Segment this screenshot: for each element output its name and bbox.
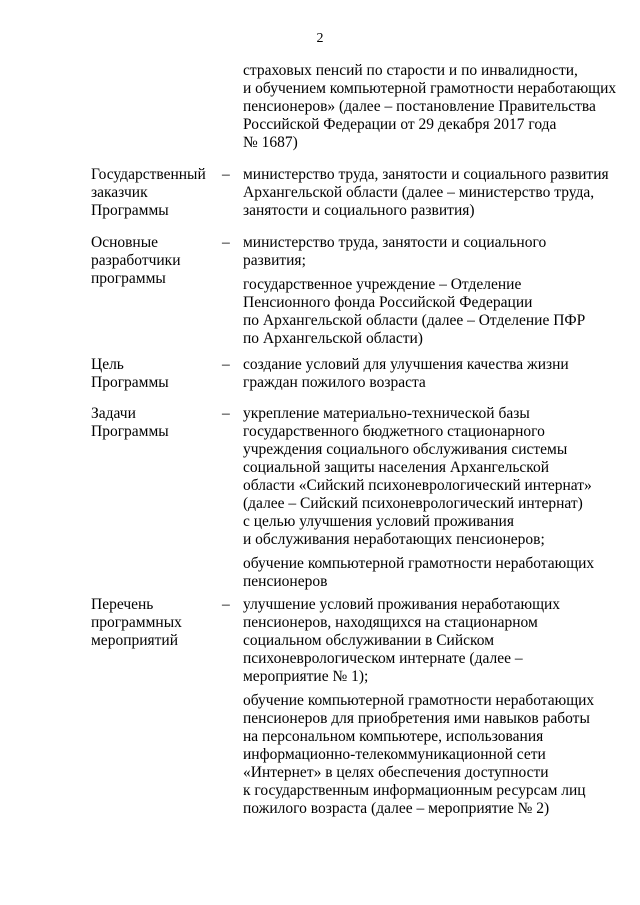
text-line: Архангельской области (далее – министерство труда, [243, 184, 595, 201]
label-line: Основные [91, 234, 159, 251]
paragraph [243, 166, 623, 220]
label-line: программы [91, 270, 166, 287]
text-line: граждан пожилого возраста [243, 374, 426, 391]
page-number: 2 [316, 31, 324, 46]
continuation-text [243, 62, 623, 152]
text-line: с целью улучшения условий проживания [243, 513, 514, 530]
text-line: занятости и социального развития) [243, 202, 475, 219]
text-line: обучение компьютерной грамотности неработающих [243, 555, 595, 572]
text-line: и обслуживания неработающих пенсионеров; [243, 531, 545, 548]
text-line: к государственным информационным ресурсам лиц [243, 782, 586, 799]
text-line: по Архангельской области) [243, 330, 423, 347]
section-label [91, 234, 221, 288]
text-line: пенсионеров, находящихся на стационарном [243, 614, 538, 631]
text-line: по Архангельской области (далее – Отделение ПФР [243, 312, 586, 329]
paragraph [243, 276, 623, 348]
text-line: государственное учреждение – Отделение [243, 276, 522, 293]
section-dash: – [222, 356, 230, 373]
text-line: Российской Федерации от 29 декабря 2017 года [243, 116, 557, 133]
text-line: информационно-телекоммуникационной сети [243, 746, 546, 763]
text-line: «Интернет» в целях обеспечения доступности [243, 764, 549, 781]
label-line: Задачи [91, 405, 136, 422]
text-line: Пенсионного фонда Российской Федерации [243, 294, 533, 311]
paragraph [243, 692, 623, 818]
paragraph [243, 405, 623, 549]
text-line: социальной защиты населения Архангельской [243, 459, 550, 476]
text-line: пожилого возраста (далее – мероприятие № 2) [243, 800, 550, 817]
paragraph [243, 596, 623, 686]
text-line: на персональном компьютере, использования [243, 728, 544, 745]
section-dash: – [222, 166, 230, 183]
label-line: Программы [91, 202, 169, 219]
text-line: социальном обслуживании в Сийском [243, 632, 495, 649]
text-line: страховых пенсий по старости и по инвалидности, [243, 62, 578, 79]
text-line: (далее – Сийский психоневрологический интернат) [243, 495, 583, 512]
section-content [243, 166, 623, 220]
section-label [91, 356, 221, 392]
paragraph [243, 234, 623, 270]
label-line: разработчики [91, 252, 181, 269]
text-line: № 1687) [243, 134, 298, 151]
section-content [243, 356, 623, 392]
text-line: пенсионеров [243, 573, 328, 590]
paragraph [243, 555, 623, 591]
section-label [91, 596, 221, 650]
section-dash: – [222, 596, 230, 613]
text-line: министерство труда, занятости и социального развития [243, 166, 609, 183]
section-label [91, 166, 221, 220]
text-line: развития; [243, 252, 306, 269]
section-content [243, 405, 623, 591]
label-line: Программы [91, 423, 169, 440]
text-line: создание условий для улучшения качества жизни [243, 356, 569, 373]
text-line: улучшение условий проживания неработающих [243, 596, 561, 613]
paragraph [243, 356, 623, 392]
label-line: Цель [91, 356, 124, 373]
section-content [243, 596, 623, 818]
text-line: пенсионеров для приобретения ими навыков работы [243, 710, 590, 727]
label-line: Перечень [91, 596, 154, 613]
section-content [243, 234, 623, 348]
label-line: мероприятий [91, 632, 179, 649]
text-line: области «Сийский психоневрологический интернат» [243, 477, 592, 494]
text-line: министерство труда, занятости и социального [243, 234, 547, 251]
label-line: программных [91, 614, 182, 631]
text-line: пенсионеров» (далее – постановление Правительства [243, 98, 596, 115]
section-dash: – [222, 405, 230, 422]
text-line: психоневрологическом интернате (далее – [243, 650, 523, 667]
label-line: Программы [91, 374, 169, 391]
text-line: укрепление материально-технической базы [243, 405, 530, 422]
text-line: обучение компьютерной грамотности неработающих [243, 692, 595, 709]
text-line: мероприятие № 1); [243, 668, 369, 685]
section-label [91, 405, 221, 441]
text-line: и обучением компьютерной грамотности неработающих [243, 80, 617, 97]
text-line: учреждения социального обслуживания системы [243, 441, 568, 458]
label-line: заказчик [91, 184, 148, 201]
label-line: Государственный [91, 166, 206, 183]
text-line: государственного бюджетного стационарного [243, 423, 545, 440]
section-dash: – [222, 234, 230, 251]
